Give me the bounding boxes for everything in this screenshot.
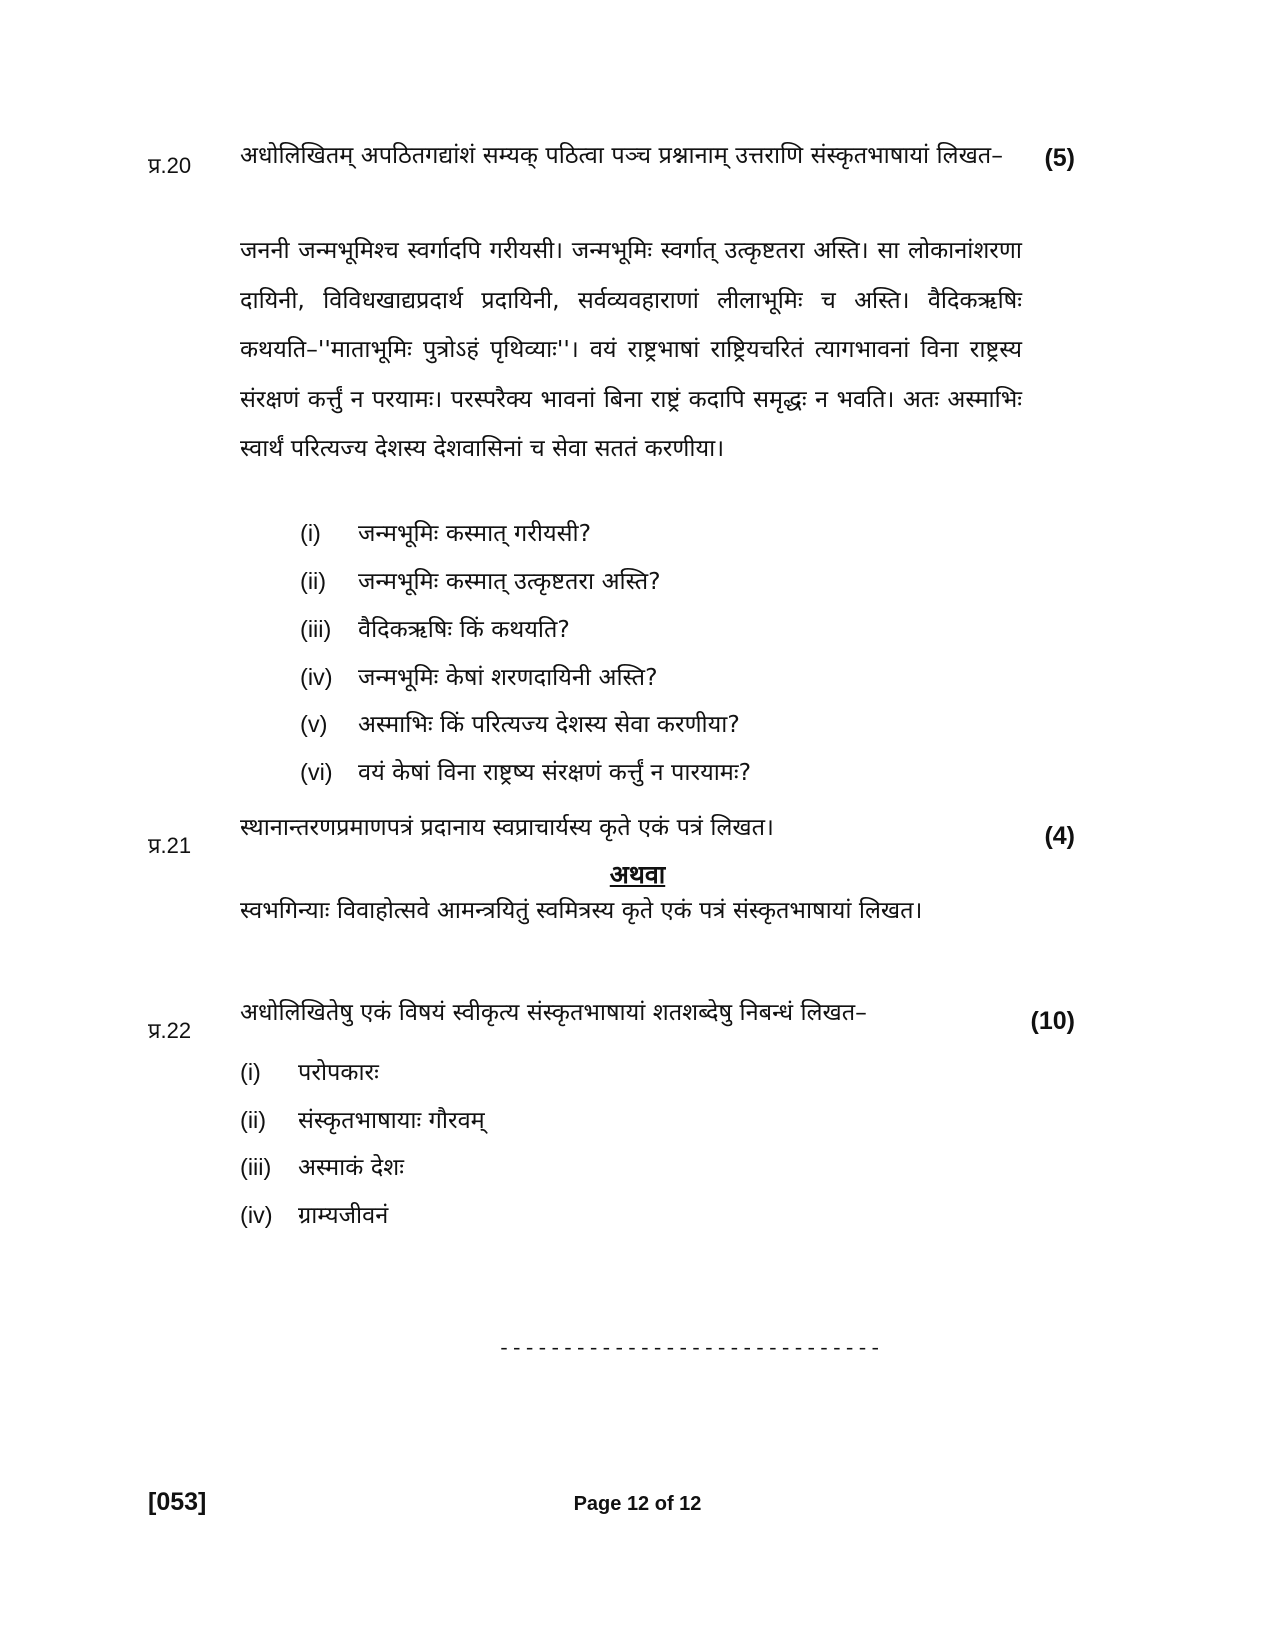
essay-topic-3 [240,1150,404,1182]
essay-topic-1 [240,1055,379,1087]
question-22-text: अधोलिखितेषु एकं विषयं स्वीकृत्य संस्कृतभाषायां शतशब्देषु निबन्धं लिखत– [240,998,867,1026]
topic-text: परोपकारः [298,1058,379,1086]
sub-question-text: जन्मभूमिः कस्मात् गरीयसी? [358,519,592,547]
or-label: अथवा [609,860,666,889]
sub-question-number: (vi) [300,759,333,785]
topic-number: (iii) [240,1154,272,1180]
sub-question-text: जन्मभूमिः केषां शरणदायिनी अस्ति? [358,663,658,691]
sub-question-number: (v) [300,711,328,737]
topic-text: अस्माकं देशः [298,1153,404,1181]
topic-text: संस्कृतभाषायाः गौरवम् [298,1106,485,1134]
sub-question-5 [300,707,740,739]
topic-number: (ii) [240,1107,267,1133]
sub-question-2 [300,564,661,596]
question-21-alternative: स्वभगिन्याः विवाहोत्सवे आमन्त्रयितुं स्वमित्रस्य कृते एकं पत्रं संस्कृतभाषायां लिखत। [240,896,923,924]
question-marks-21: (4) [1044,822,1075,850]
sub-question-number: (iv) [300,664,333,690]
sub-question-number: (ii) [300,568,327,594]
essay-topic-4 [240,1198,388,1230]
topic-number: (iv) [240,1202,273,1228]
paper-code: [053] [148,1488,207,1516]
question-number-20: प्र.20 [148,153,192,178]
topic-text: ग्राम्यजीवनं [298,1201,389,1229]
question-marks-20: (5) [1044,144,1075,172]
end-divider: ------------------------------ [498,1338,883,1361]
sub-question-number: (i) [300,520,321,546]
sub-question-4 [300,660,658,692]
unseen-passage: जननी जन्मभूमिश्च स्वर्गादपि गरीयसी। जन्मभूमिः स्वर्गात् उत्कृष्टतरा अस्ति। सा लोकानांशरणा दायिनी, विविधखाद्यप्रदार्थ प्रदायिनी, सर्वव्यवहाराणां लीलाभूमिः च अस्ति। वैदिकऋषिः कथयति–''माताभूमिः पुत्रोऽहं पृथिव्याः''। वयं राष्ट्रभाषां राष्ट्रियचरितं त्यागभावनां विना राष्ट्रस्य संरक्षणं कर्त्तुं न परयामः। परस्परैक्य भावनां बिना राष्ट्रं कदापि समृद्धः न भवति। अतः अस्माभिः स्वार्थं परित्यज्य देशस्य देशवासिनां च सेवा सततं करणीया। [240,236,1022,462]
question-number-21: प्र.21 [148,833,192,858]
question-marks-22: (10) [1030,1007,1075,1035]
page-number: Page 12 of 12 [573,1493,702,1515]
sub-question-text: जन्मभूमिः कस्मात् उत्कृष्टतरा अस्ति? [358,567,661,595]
question-21-text: स्थानान्तरणप्रमाणपत्रं प्रदानाय स्वप्राचार्यस्य कृते एकं पत्रं लिखत। [240,813,774,841]
question-20-instruction: अधोलिखितम् अपठितगद्यांशं सम्यक् पठित्वा पञ्च प्रश्नानाम् उत्तराणि संस्कृतभाषायां लिखत– [240,141,1003,169]
topic-number: (i) [240,1059,261,1085]
question-number-22: प्र.22 [148,1018,192,1043]
sub-question-text: वैदिकऋषिः किं कथयति? [358,615,570,643]
sub-question-1 [300,516,591,548]
sub-question-number: (iii) [300,616,332,642]
sub-question-text: वयं केषां विना राष्ट्रष्य संरक्षणं कर्त्तुं न पारयामः? [358,758,752,786]
sub-question-text: अस्माभिः किं परित्यज्य देशस्य सेवा करणीया? [358,710,740,738]
essay-topic-2 [240,1103,485,1135]
sub-question-3 [300,612,570,644]
sub-question-6 [300,755,751,787]
